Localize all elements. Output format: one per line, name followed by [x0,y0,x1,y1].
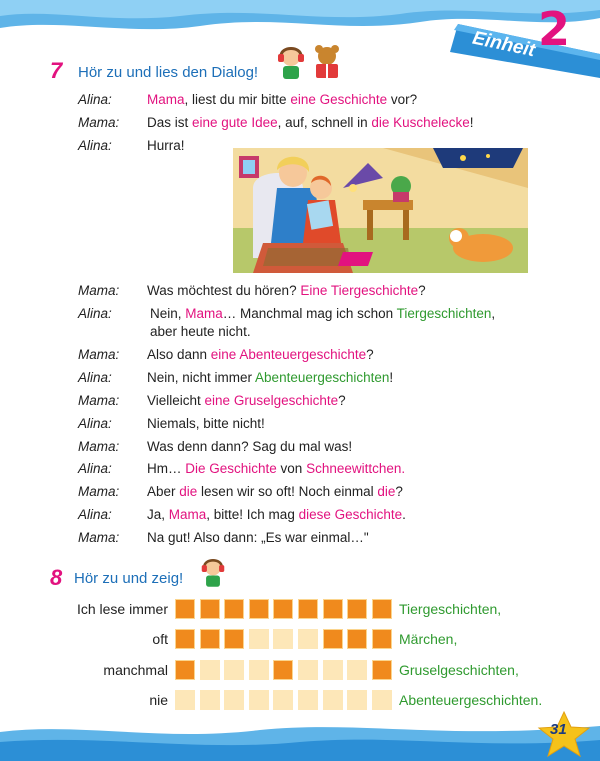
dialog-text-part: Hm… [147,461,186,476]
unit-number: 2 [538,2,571,56]
dialog-speaker: Mama: [78,530,120,545]
dialog-text-part: , [491,306,496,321]
grid-cell-empty[interactable] [323,690,343,710]
dialog-speaker: Mama: [78,484,120,499]
dialog-text-part: vor? [387,92,418,107]
dialog-text-part: . [402,507,406,522]
grid-row-word: Abenteuergeschichten. [399,692,543,708]
dialog-speaker: Mama: [78,393,120,408]
grid-cell-empty[interactable] [347,660,367,680]
exercise-8-title: Hör zu und zeig! [74,570,184,587]
dialog-speaker: Alina: [78,92,112,107]
dialog-text-part: Mama [147,92,185,107]
dialog-line [147,114,473,132]
grid-cell-filled[interactable] [200,599,220,619]
grid-cell-filled[interactable] [372,660,392,680]
dialog-text-part: … Manchmal mag ich schon [222,306,397,321]
dialog-speaker: Alina: [78,461,112,476]
dialog-line [147,346,374,364]
dialog-text-part: Mama [168,507,207,522]
dialog-text-part: Nein, nicht immer [147,370,256,385]
grid-cell-empty[interactable] [323,660,343,680]
dialog-text-part: ? [338,393,346,408]
grid-cell-empty[interactable] [175,690,195,710]
dialog-line [147,91,417,109]
grid-cell-filled[interactable] [347,599,367,619]
grid-cell-empty[interactable] [347,690,367,710]
grid-cell-filled[interactable] [224,629,244,649]
dialog-text-part: Was möchtest du hören? [147,283,301,298]
grid-cell-empty[interactable] [298,660,318,680]
dialog-text-part: , auf, schnell in [277,115,372,130]
grid-cell-filled[interactable] [175,660,195,680]
dialog-text-part: ? [395,484,403,499]
grid-cell-empty[interactable] [298,629,318,649]
grid-cell-filled[interactable] [224,599,244,619]
grid-cell-filled[interactable] [200,629,220,649]
dialog-text-part: Hurra! [147,138,185,153]
dialog-text-part: Eine Tiergeschichte [300,283,419,298]
dialog-text-part: ? [418,283,426,298]
page-number: 31 [550,721,567,738]
dialog-line [147,415,265,433]
grid-cell-empty[interactable] [372,690,392,710]
grid-cell-empty[interactable] [249,690,269,710]
dialog-text-part: Was denn dann? Sag du mal was! [147,439,353,454]
dialog-text-part: die Kuschelecke [371,115,470,130]
grid-cell-filled[interactable] [372,629,392,649]
dialog-line [147,392,346,410]
dialog-text-part: , liest du mir bitte [184,92,291,107]
dialog-text-part: eine gute Idee [192,115,278,130]
dialog-text-part: Schneewittchen. [306,461,406,476]
grid-row-label: Ich lese immer [76,601,168,617]
grid-cell-filled[interactable] [372,599,392,619]
grid-row-label: nie [149,692,168,708]
grid-cell-filled[interactable] [323,629,343,649]
dialog-line [147,483,403,501]
dialog-text-part: die [179,484,198,499]
dialog-text-part: diese Geschichte [298,507,403,522]
dialog-text-part: Also dann [147,347,211,362]
dialog-text-part: Das ist [147,115,193,130]
teddy-reading-icon [310,44,344,80]
dialog-line [147,460,405,478]
dialog-text-part: Niemals, bitte nicht! [147,416,265,431]
grid-cell-empty[interactable] [224,690,244,710]
unit-label: Einheit [470,27,537,62]
grid-cell-filled[interactable] [175,629,195,649]
dialog-text-part: ! [389,370,394,385]
dialog-text-part: Nein, [150,306,186,321]
dialog-line [147,137,185,155]
grid-cell-empty[interactable] [273,629,293,649]
grid-cell-filled[interactable] [273,660,293,680]
dialog-speaker: Alina: [78,507,112,522]
grid-cell-empty[interactable] [273,690,293,710]
grid-cell-filled[interactable] [323,599,343,619]
dialog-text-part: die [377,484,396,499]
grid-row-label: manchmal [103,662,168,678]
dialog-line [147,369,393,387]
dialog-speaker: Mama: [78,439,120,454]
dialog-text-part: eine Geschichte [290,92,388,107]
grid-cell-filled[interactable] [273,599,293,619]
dialog-line [147,529,369,547]
grid-cell-empty[interactable] [224,660,244,680]
grid-cell-empty[interactable] [200,660,220,680]
grid-cell-filled[interactable] [175,599,195,619]
dialog-text-part: Na gut! Also dann: „Es war einmal…" [147,530,369,545]
grid-cell-filled[interactable] [249,599,269,619]
dialog-text-part: lesen wir so oft! Noch einmal [197,484,378,499]
dialog-speaker: Alina: [78,416,112,431]
dialog-speaker: Mama: [78,115,120,130]
grid-row-label: oft [152,631,168,647]
dialog-text-part: Abenteuergeschichten [255,370,390,385]
dialog-line [147,282,426,300]
dialog-text-part: , bitte! Ich mag [206,507,299,522]
dialog-text-part: ? [366,347,374,362]
dialog-line [147,506,406,524]
dialog-line-continuation: aber heute nicht. [150,324,251,339]
dialog-text-part: Mama [185,306,223,321]
dialog-text-part: von [276,461,307,476]
grid-cell-empty[interactable] [200,690,220,710]
dialog-speaker: Mama: [78,283,120,298]
dialog-text-part: Aber [147,484,180,499]
grid-cell-empty[interactable] [249,660,269,680]
dialog-text-part: Die Geschichte [185,461,277,476]
grid-cell-empty[interactable] [249,629,269,649]
dialog-text-part: eine Abenteuergeschichte [210,347,367,362]
dialog-text-part: Ja, [147,507,169,522]
dialog-line [147,438,352,456]
dialog-speaker: Alina: [78,138,112,153]
dialog-speaker: Alina: [78,370,112,385]
grid-cell-filled[interactable] [298,599,318,619]
grid-cell-filled[interactable] [347,629,367,649]
girl-listening-icon [200,556,226,588]
exercise-7-title: Hör zu und lies den Dialog! [78,64,259,81]
dialog-text-part: ! [469,115,474,130]
dialog-text-part: Vielleicht [147,393,205,408]
grid-row-word: Gruselgeschichten, [399,662,519,678]
grid-cell-empty[interactable] [298,690,318,710]
exercise-7-number: 7 [50,58,63,83]
exercise-8-number: 8 [50,565,63,590]
dialog-speaker: Mama: [78,347,120,362]
grid-row-word: Tiergeschichten, [399,601,502,617]
bottom-wave-decoration [0,712,600,761]
dialog-line [150,305,495,341]
girl-listening-icon [276,44,306,80]
reading-corner-illustration [233,148,528,273]
dialog-text-part: Tiergeschichten [396,306,492,321]
grid-row-word: Märchen, [399,631,458,647]
dialog-speaker: Alina: [78,306,112,321]
dialog-text-part: eine Gruselgeschichte [204,393,339,408]
